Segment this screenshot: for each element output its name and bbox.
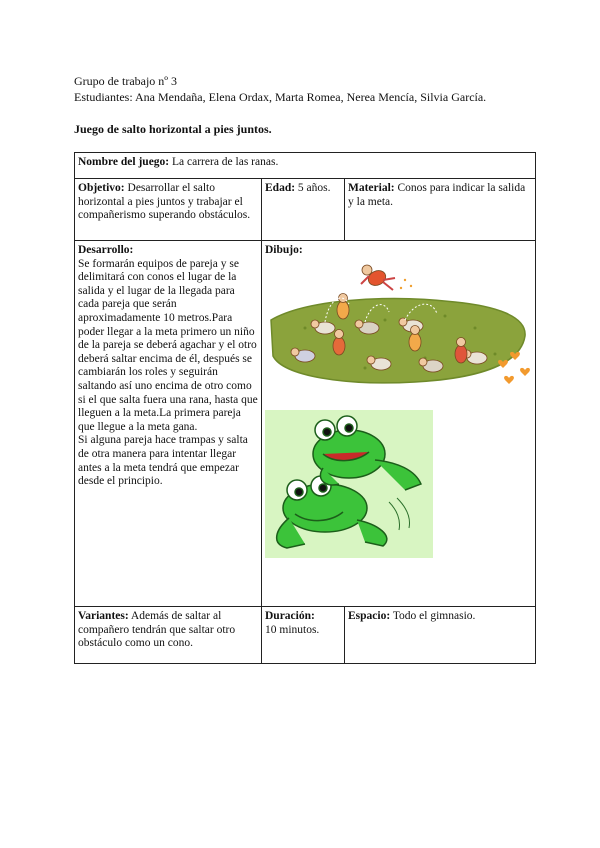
drawing-cell xyxy=(262,241,536,607)
variants-cell xyxy=(75,607,262,664)
leapfrog-children-illustration xyxy=(265,258,533,398)
game-name-label: Nombre del juego: xyxy=(78,156,170,168)
objective-value: Desarrollar el salto horizontal a pies juntos y trabajar el compañerismo superando obstáculos. xyxy=(78,182,251,222)
development-cell xyxy=(75,241,262,607)
space-cell xyxy=(345,607,536,664)
duration-cell xyxy=(262,607,345,664)
duration-label: Duración: xyxy=(265,610,315,622)
game-name-cell xyxy=(75,153,536,179)
duration-value: 10 minutos. xyxy=(265,623,320,636)
space-value: Todo el gimnasio. xyxy=(390,610,476,622)
material-cell xyxy=(345,179,536,241)
age-value: 5 años. xyxy=(295,182,331,194)
group-line: Grupo de trabajo nº 3 xyxy=(74,74,178,88)
variants-label: Variantes: xyxy=(78,610,129,622)
development-text: Se formarán equipos de pareja y se delimitará con conos el lugar de la salida y el lugar de la llegada para cada pareja que serán aproximadamente 10 metros.Para poder llegar a la meta primero un niño de la pareja se deberá agachar y el otro deberá saltar encima de él, después se cambiarán los roles y seguirán saltando así uno encima de otro como si el que salta fuera una rana, hasta que lleguen a la meta.La primera pareja que llegue a la meta gana. xyxy=(78,257,258,433)
space-label: Espacio: xyxy=(348,610,391,622)
drawing-label: Dibujo: xyxy=(265,244,303,256)
objective-label: Objetivo: xyxy=(78,182,125,194)
development-label: Desarrollo: xyxy=(78,244,134,256)
development-text-2: Si alguna pareja hace trampas y salta de otra manera para intentar llegar antes a la meta tendrá que empezar desde el principio. xyxy=(78,434,248,488)
game-sheet-table xyxy=(74,152,536,664)
objective-cell xyxy=(75,179,262,241)
document-title: Juego de salto horizontal a pies juntos. xyxy=(74,122,272,136)
students-line: Estudiantes: Ana Mendaña, Elena Ordax, Marta Romea, Nerea Mencía, Silvia García. xyxy=(74,90,487,104)
variants-value: Además de saltar al compañero tendrán que saltar otro obstáculo como un cono. xyxy=(78,610,236,650)
material-value: Conos para indicar la salida y la meta. xyxy=(348,182,526,208)
age-label: Edad: xyxy=(265,182,296,194)
leapfrog-frogs-illustration xyxy=(265,410,433,558)
material-label: Material: xyxy=(348,182,395,194)
game-name-value: La carrera de las ranas. xyxy=(169,156,279,168)
age-cell xyxy=(262,179,345,241)
